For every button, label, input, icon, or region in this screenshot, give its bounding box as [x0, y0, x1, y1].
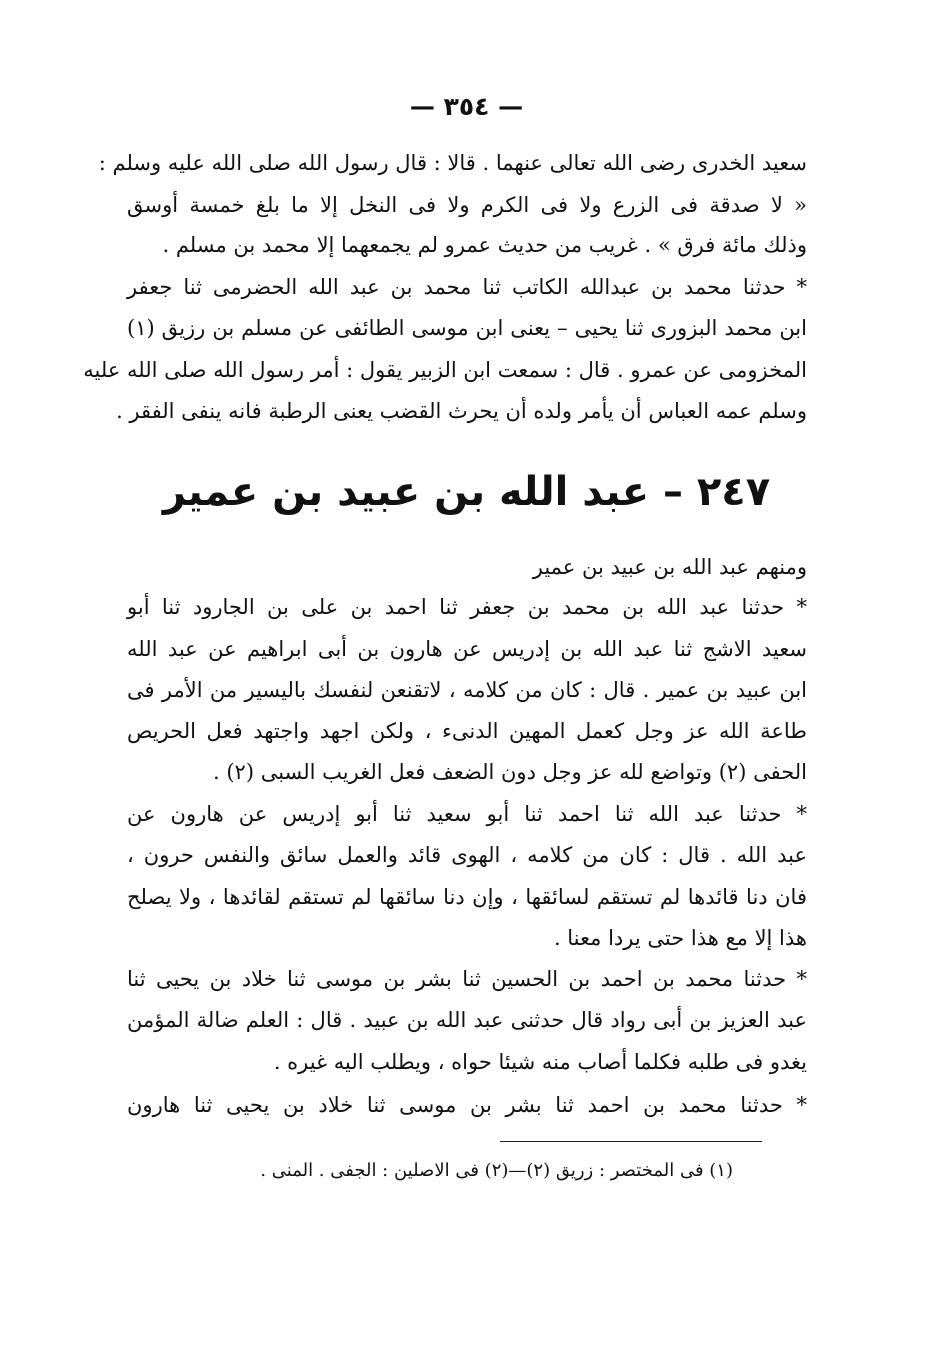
text-line: وسلم عمه العباس أن يأمر ولده أن يحرث القضب يعنى الرطبة فانه ينفى الفقر .	[116, 399, 807, 423]
text-line: هذا إلا مع هذا حتى يردا معنا .	[553, 926, 807, 950]
page-number: — ٣٥٤ —	[409, 92, 524, 121]
text-line: سعيد الاشج ثنا عبد الله بن إدريس عن هارون بن أبى ابراهيم عن عبد الله	[127, 637, 807, 661]
text-line: طاعة الله عز وجل كعمل المهين الدنىء ، ولكن اجهد واجتهد فعل الحريص	[127, 719, 807, 743]
text-line: * حدثنا محمد بن احمد بن الحسين ثنا بشر بن موسى ثنا خلاد بن يحيى ثنا	[127, 967, 807, 991]
text-line: * حدثنا محمد بن احمد ثنا بشر بن موسى ثنا خلاد بن يحيى ثنا هارون	[127, 1093, 807, 1117]
text-line: ابن محمد البزورى ثنا يحيى – يعنى ابن موسى الطائفى عن مسلم بن رزيق (١)	[127, 316, 807, 340]
text-line: فان دنا قائدها لم تستقم لسائقها ، وإن دنا سائقها لم تستقم لقائدها ، ولا يصلح	[127, 885, 807, 909]
text-line: الحفى (٢) وتواضع لله عز وجل دون الضعف فعل الغريب السبى (٢) .	[213, 760, 807, 784]
text-line: المخزومى عن عمرو . قال : سمعت ابن الزبير يقول : أمر رسول الله صلى الله عليه	[83, 358, 807, 382]
text-line: * حدثنا عبد الله بن محمد بن جعفر ثنا احمد بن على بن الجارود ثنا أبو	[127, 595, 807, 619]
text-line: عبد الله . قال : كان من كلامه ، الهوى قائد والعمل سائق والنفس حرون ،	[127, 843, 807, 867]
section-heading: ٢٤٧ – عبد الله بن عبيد بن عمير	[162, 469, 771, 515]
text-line: عبد العزيز بن أبى رواد قال حدثنى عبد الله بن عبيد . قال : العلم ضالة المؤمن	[127, 1008, 807, 1032]
text-line: « لا صدقة فى الزرع ولا فى الكرم ولا فى النخل إلا ما بلغ خمسة أوسق	[127, 193, 807, 217]
footnote: (١) فى المختصر : زريق (٢)—(٢) فى الاصلين : الجفى . المنى .	[260, 1160, 733, 1181]
text-line: وذلك مائة فرق » . غريب من حديث عمرو لم يجمعهما إلا محمد بن مسلم .	[162, 233, 807, 257]
text-line: سعيد الخدرى رضى الله تعالى عنهما . قالا : قال رسول الله صلى الله عليه وسلم :	[98, 151, 807, 175]
text-line: ومنهم عبد الله بن عبيد بن عمير	[532, 555, 807, 579]
footnote-divider	[500, 1141, 762, 1142]
text-line: * حدثنا عبد الله ثنا احمد ثنا أبو سعيد ثنا أبو إدريس عن هارون عن	[127, 802, 807, 826]
text-line: * حدثنا محمد بن عبدالله الكاتب ثنا محمد بن عبد الله الحضرمى ثنا جعفر	[127, 275, 807, 299]
text-line: ابن عبيد بن عمير . قال : كان من كلامه ، لاتقنعن لنفسك باليسير من الأمر فى	[127, 678, 807, 702]
text-line: يغدو فى طلبه فكلما أصاب منه شيئا حواه ، ويطلب اليه غيره .	[273, 1050, 807, 1074]
